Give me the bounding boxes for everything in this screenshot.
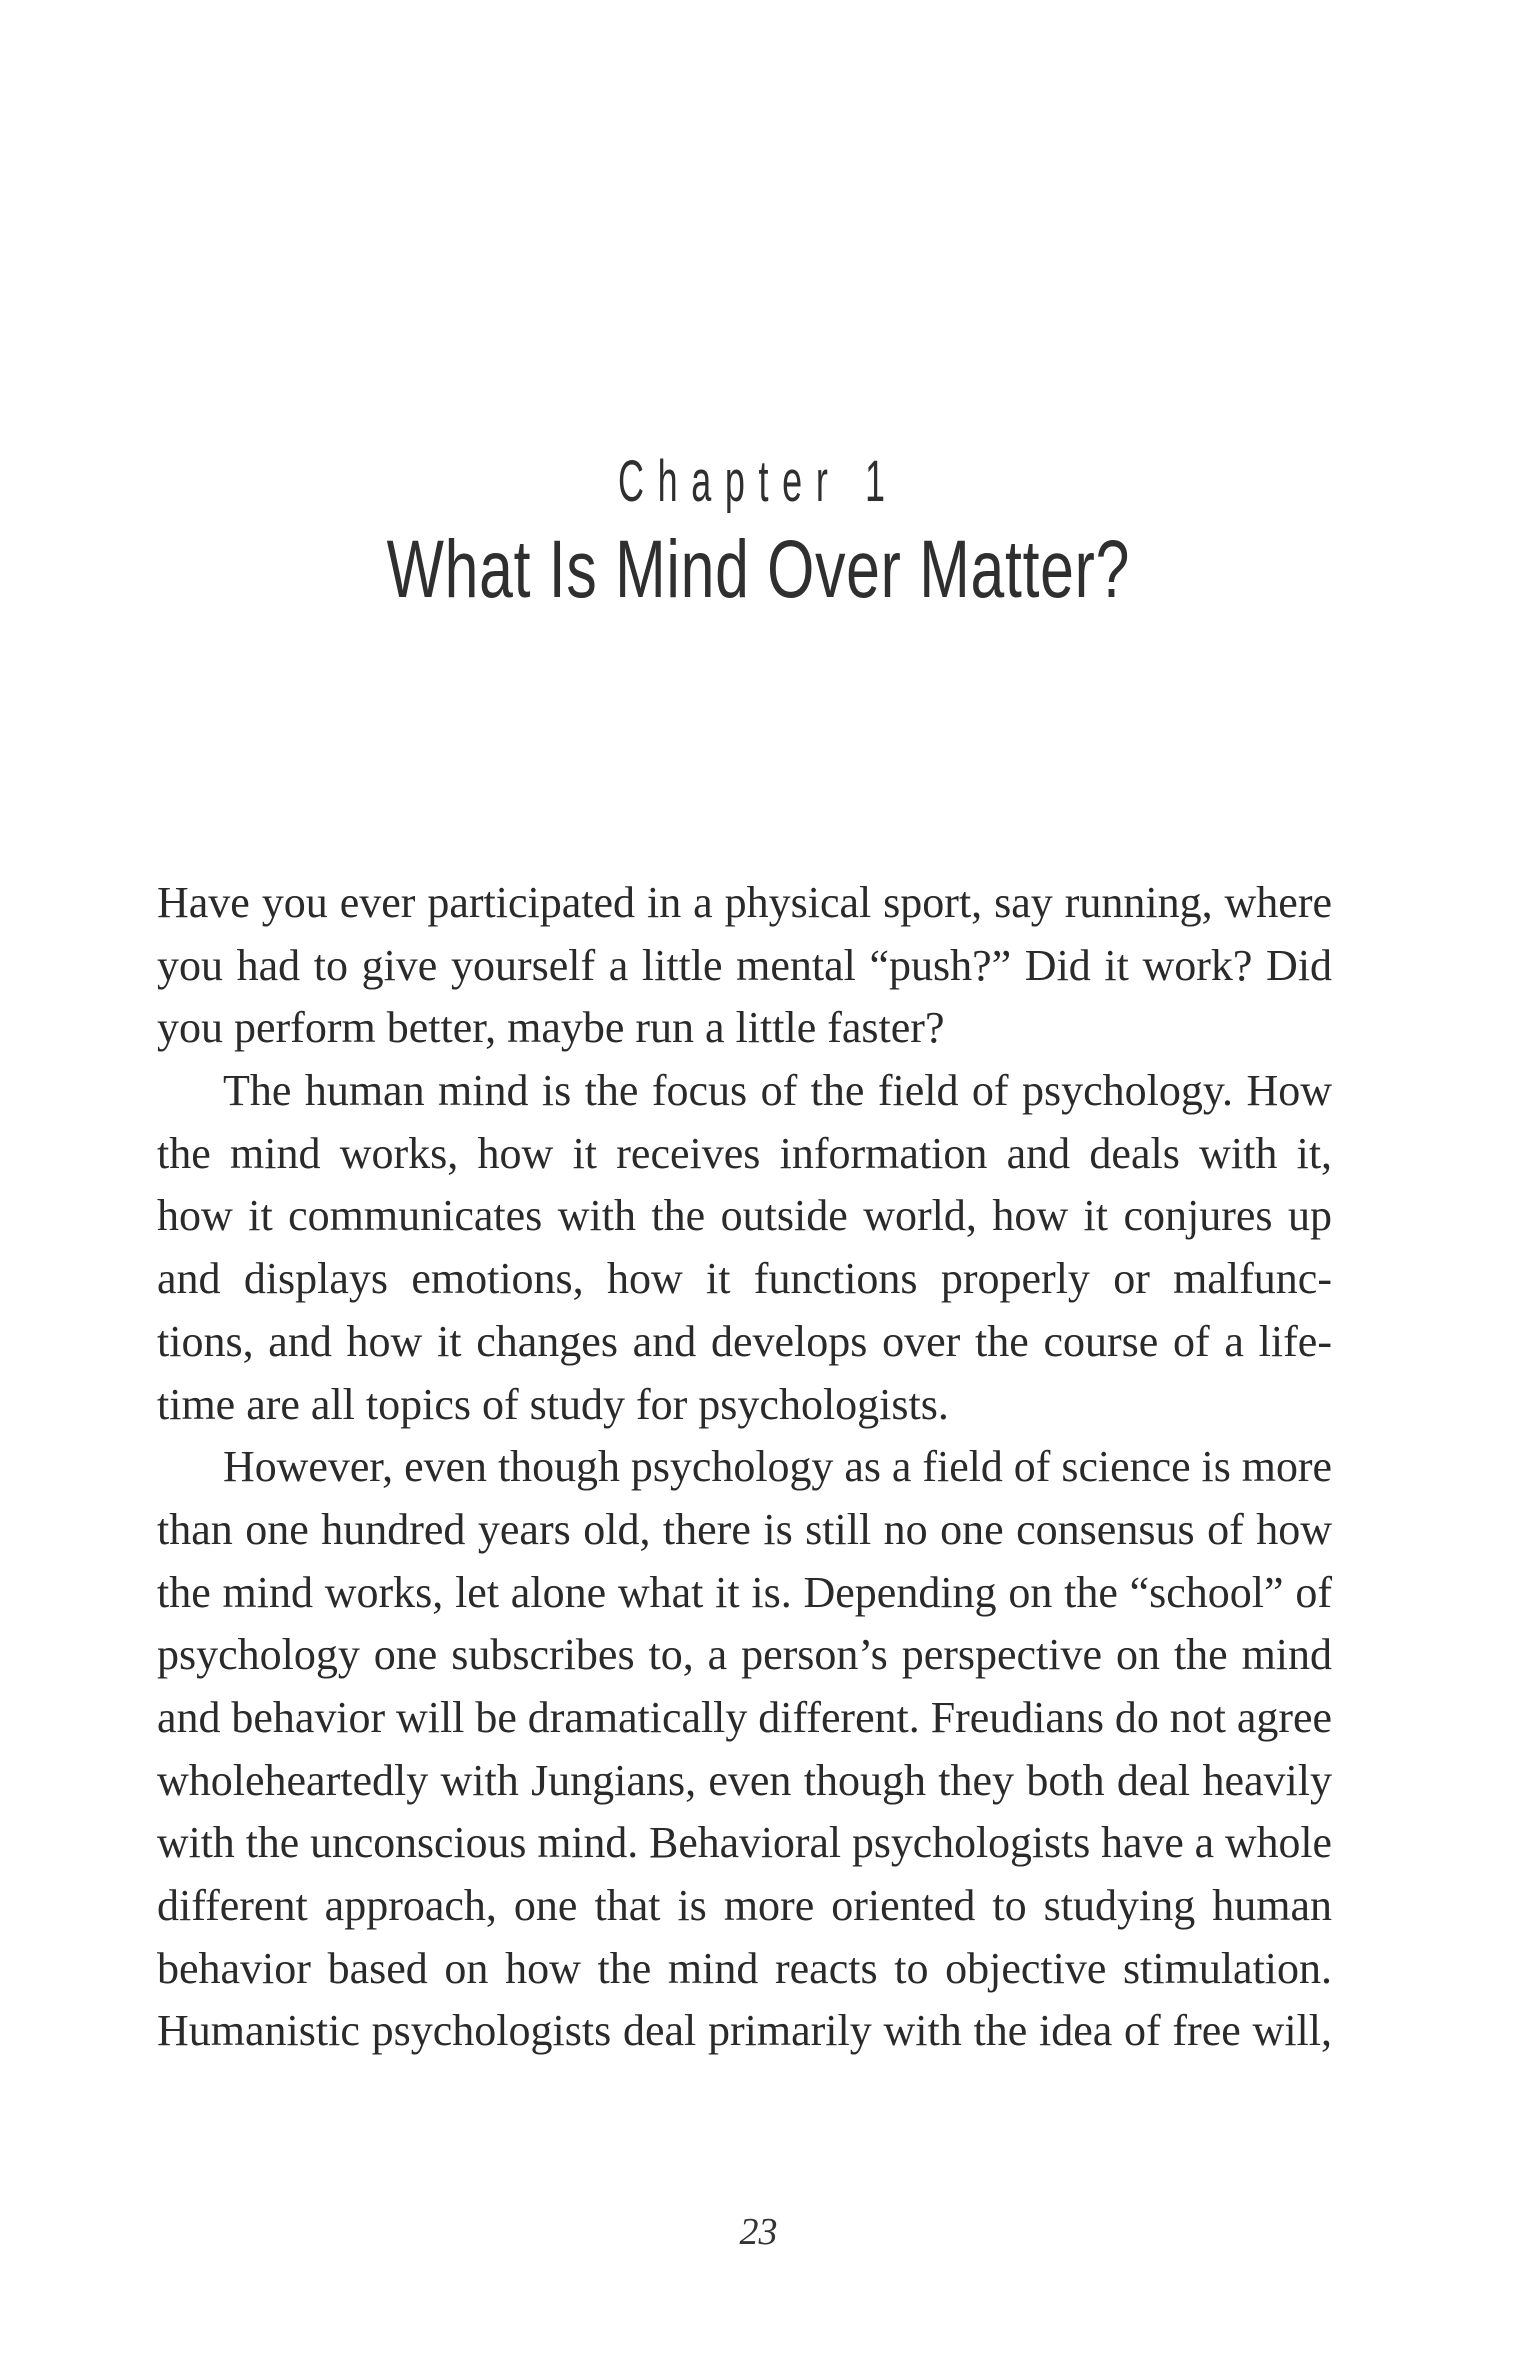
text-line-row bbox=[157, 872, 1332, 935]
text-line: Have you ever participated in a physical sport, say running, where bbox=[157, 878, 1333, 927]
paragraph bbox=[157, 1436, 1332, 2063]
text-line: the mind works, let alone what it is. Depending on the “school” of bbox=[157, 1567, 1332, 1617]
chapter-number-text: Chapter 1 bbox=[618, 449, 899, 514]
text-line: how it communicates with the outside world, how it conjures up bbox=[157, 1191, 1332, 1241]
text-line-row bbox=[157, 1938, 1332, 2001]
text-line: than one hundred years old, there is still no one consensus of how bbox=[157, 1504, 1332, 1554]
text-line-row bbox=[157, 2000, 1332, 2063]
text-line: with the unconscious mind. Behavioral psychologists have a whole bbox=[157, 1818, 1332, 1868]
text-line-row bbox=[157, 1436, 1332, 1499]
text-line-row bbox=[157, 1311, 1332, 1374]
text-line: time are all topics of study for psychologists. bbox=[157, 1379, 949, 1429]
text-line: you perform better, maybe run a little faster? bbox=[157, 1003, 945, 1053]
chapter-title-text: What Is Mind Over Matter? bbox=[386, 524, 1131, 615]
text-line: you had to give yourself a little mental “push?” Did it work? Did bbox=[157, 940, 1333, 990]
chapter-title bbox=[0, 520, 1517, 620]
text-line-row bbox=[157, 1562, 1332, 1625]
text-line-row bbox=[157, 1750, 1332, 1813]
text-line: The human mind is the focus of the field of psychology. How bbox=[223, 1066, 1333, 1116]
text-line: and behavior will be dramatically different. Freudians do not agree bbox=[157, 1692, 1332, 1742]
text-line: However, even though psychology as a field of science is more bbox=[223, 1442, 1333, 1492]
text-line-row bbox=[157, 1624, 1332, 1687]
text-line: behavior based on how the mind reacts to objective stimulation. bbox=[157, 1943, 1333, 1993]
chapter-label bbox=[0, 449, 1517, 514]
text-line: the mind works, how it receives information and deals with it, bbox=[157, 1128, 1333, 1178]
paragraph bbox=[157, 872, 1332, 1060]
text-line: wholeheartedly with Jungians, even though they both deal heavily bbox=[157, 1755, 1332, 1805]
text-line-row bbox=[157, 1687, 1332, 1750]
paragraph bbox=[157, 1060, 1332, 1436]
text-line-row bbox=[157, 1374, 1332, 1437]
body-text bbox=[157, 872, 1332, 2063]
text-line: different approach, one that is more oriented to studying human bbox=[157, 1881, 1332, 1930]
text-line: tions, and how it changes and develops over the course of a life- bbox=[157, 1316, 1332, 1366]
text-line-row bbox=[157, 1875, 1332, 1938]
text-line: psychology one subscribes to, a person’s perspective on the mind bbox=[157, 1630, 1333, 1680]
text-line-row bbox=[157, 935, 1332, 998]
text-line-row bbox=[157, 1812, 1332, 1875]
text-line-row bbox=[157, 1499, 1332, 1562]
text-line: and displays emotions, how it functions properly or malfunc- bbox=[157, 1254, 1332, 1304]
page-number: 23 bbox=[739, 2211, 778, 2253]
text-line-row bbox=[157, 997, 1332, 1060]
text-line-row bbox=[157, 1185, 1332, 1248]
text-line-row bbox=[157, 1248, 1332, 1311]
text-line: Humanistic psychologists deal primarily with the idea of free will, bbox=[157, 2006, 1333, 2056]
text-line-row bbox=[157, 1123, 1332, 1186]
text-line-row bbox=[157, 1060, 1332, 1123]
